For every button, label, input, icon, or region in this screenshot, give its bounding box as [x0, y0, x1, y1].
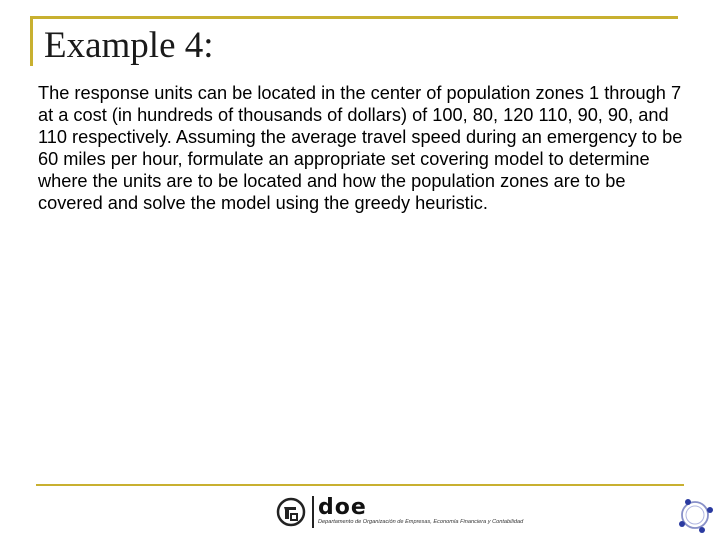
slide-body-text: The response units can be located in the center of population zones 1 through 7 at a cost (in hundreds of thousands of dollars) of 100, 80, 120 110, 90, 90, and 110 respectively. Assuming the average travel speed during an emergency to be 60 miles per hour, formulate an appropriate set covering model to determine where the units are to be located and how the population zones are to be covered and solve the model using the greedy heuristic. [38, 83, 683, 213]
doe-logo-text [318, 495, 524, 526]
corner-network-icon [674, 494, 716, 536]
footer-divider [36, 484, 684, 486]
doe-logo-mark-icon [276, 497, 306, 527]
doe-logo [276, 494, 523, 530]
doe-logo-subtitle: Departamento de Organización de Empresas, Economía Financiera y Contabilidad [318, 519, 524, 525]
slide-title: Example 4: [44, 25, 214, 66]
doe-logo-divider [312, 496, 314, 528]
title-frame-left-line [30, 16, 33, 66]
title-frame-top-line [30, 16, 678, 19]
doe-logo-word: doe [318, 495, 367, 520]
